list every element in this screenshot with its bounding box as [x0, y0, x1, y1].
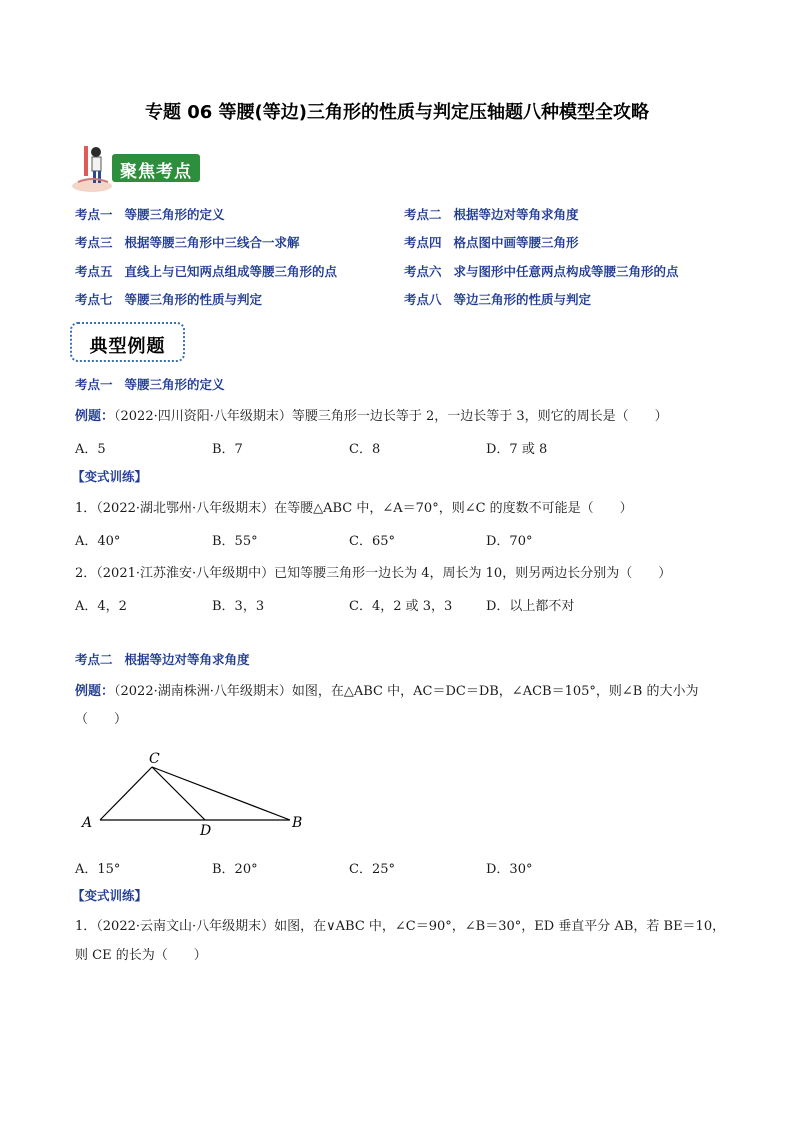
example-question-cont: （ ） [75, 712, 128, 727]
option-d: D．以上都不对 [486, 599, 575, 614]
example-question: 例题：（2022·四川资阳·八年级期末）等腰三角形一边长等于 2，一边长等于 3，则它的周长是（ ） [75, 409, 668, 424]
option-d: D．30° [486, 862, 533, 877]
section-heading: 考点一 等腰三角形的定义 [75, 377, 225, 392]
vertex-label-c: C [149, 751, 160, 767]
page-title: 专题 06 等腰(等边)三角形的性质与判定压轴题八种模型全攻略 [144, 102, 650, 123]
banner-title: 聚焦考点 [120, 162, 192, 182]
example-question: 例题：（2022·湖南株洲·八年级期末）如图，在△ABC 中，AC＝DC＝DB，∠ACB＝105°，则∠B 的大小为 [75, 684, 699, 699]
option-c: C．25° [349, 862, 395, 877]
option-d: D．70° [486, 534, 533, 549]
option-a: A．5 [75, 442, 106, 457]
section-heading: 考点二 根据等边对等角求角度 [75, 652, 250, 667]
vertex-label-d: D [200, 823, 212, 839]
option-b: B．20° [212, 862, 258, 877]
variant-training-label: 【变式训练】 [72, 888, 148, 903]
question-1: 1．（2022·云南文山·八年级期末）如图，在∨ABC 中，∠C＝90°，∠B＝30°，ED 垂直平分 AB，若 BE＝10， [75, 919, 726, 934]
kaodian-item: 考点三 根据等腰三角形中三线合一求解 [75, 235, 300, 250]
variant-training-label: 【变式训练】 [72, 469, 148, 484]
kaodian-item: 考点四 格点图中画等腰三角形 [404, 235, 579, 250]
question-2: 2．（2021·江苏淮安·八年级期中）已知等腰三角形一边长为 4，周长为 10，则另两边长分别为（ ） [75, 566, 672, 581]
kaodian-item: 考点七 等腰三角形的性质与判定 [75, 292, 263, 307]
option-b: B．55° [212, 534, 258, 549]
question-1-cont: 则 CE 的长为（ ） [75, 948, 207, 963]
option-d: D．7 或 8 [486, 442, 548, 457]
focus-banner [70, 142, 202, 194]
kaodian-item: 考点一 等腰三角形的定义 [75, 207, 225, 222]
option-c: C．65° [349, 534, 395, 549]
option-a: A．15° [75, 862, 121, 877]
option-a: A．4，2 [75, 599, 127, 614]
question-1: 1．（2022·湖北鄂州·八年级期末）在等腰△ABC 中，∠A＝70°，则∠C 的度数不可能是（ ） [75, 501, 633, 516]
option-b: B．7 [212, 442, 243, 457]
kaodian-item: 考点六 求与图形中任意两点构成等腰三角形的点 [404, 264, 679, 279]
option-b: B．3，3 [212, 599, 265, 614]
kaodian-item: 考点五 直线上与已知两点组成等腰三角形的点 [75, 264, 338, 279]
option-a: A．40° [75, 534, 121, 549]
vertex-label-a: A [82, 815, 93, 831]
vertex-label-b: B [292, 815, 303, 831]
typical-examples-box [70, 322, 185, 362]
typical-examples-title: 典型例题 [89, 336, 166, 357]
triangle-figure [70, 745, 310, 840]
option-c: C．8 [349, 442, 381, 457]
kaodian-item: 考点八 等边三角形的性质与判定 [404, 292, 592, 307]
option-c: C．4，2 或 3，3 [349, 599, 453, 614]
kaodian-item: 考点二 根据等边对等角求角度 [404, 207, 579, 222]
